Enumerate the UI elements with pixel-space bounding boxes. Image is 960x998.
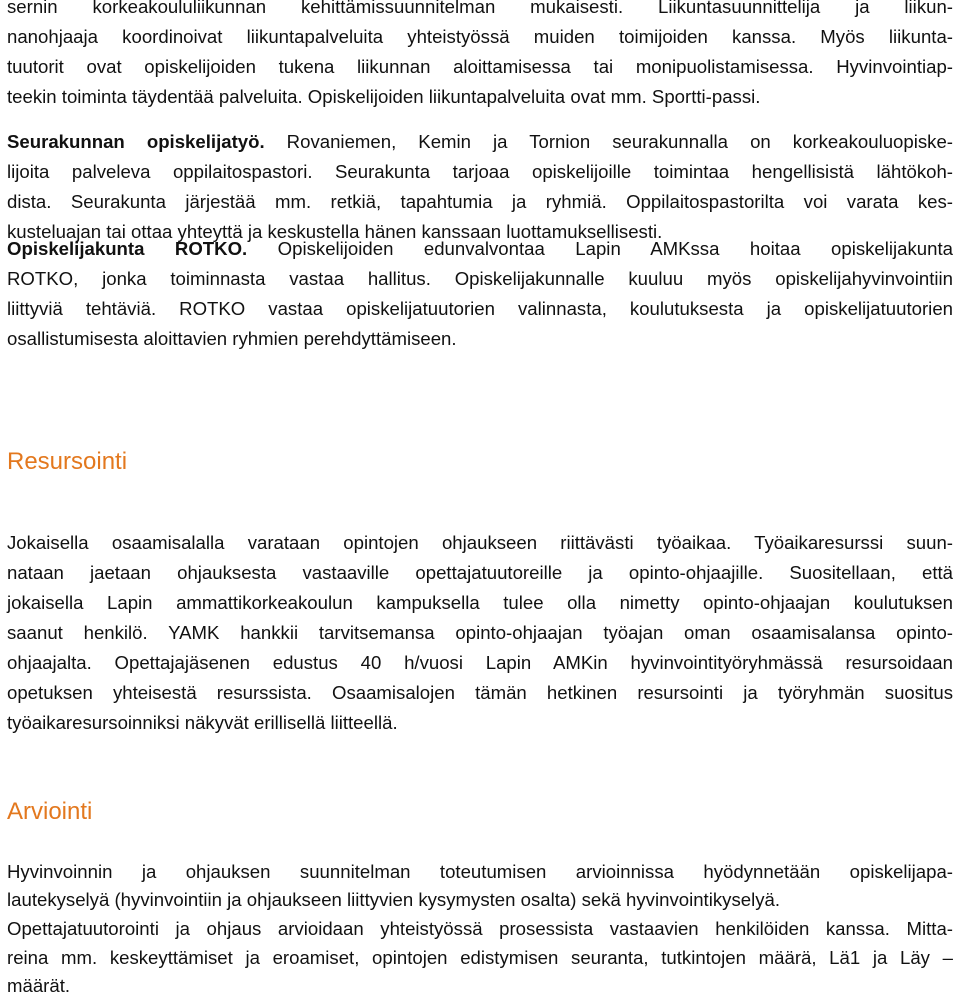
paragraph-line: Opettajatuutorointi ja ohjaus arvioidaan yhteistyössä prosessista vastaavien henkilöiden kanssa. Mitta- xyxy=(7,918,953,939)
paragraph-line: sernin korkeakoululiikunnan kehittämissuunnitelman mukaisesti. Liikuntasuunnittelija ja liikun- xyxy=(7,0,953,17)
paragraph-text: Rovaniemen, Kemin ja Tornion seurakunnalla on korkeakouluopiske- xyxy=(264,131,953,152)
section-heading-resursointi: Resursointi xyxy=(7,448,128,475)
paragraph-line: saanut henkilö. YAMK hankkii tarvitsemansa opinto-ohjaajan työajan oman osaamisalansa opinto- xyxy=(7,622,953,643)
paragraph-line: määrät. xyxy=(7,975,71,996)
paragraph-line: dista. Seurakunta järjestää mm. retkiä, tapahtumia ja ryhmiä. Oppilaitospastorilta voi varata kes- xyxy=(7,191,953,212)
paragraph-first-line xyxy=(7,237,953,261)
paragraph-line: teekin toiminta täydentää palveluita. Opiskelijoiden liikuntapalveluita ovat mm. Sportti-passi. xyxy=(7,86,761,107)
paragraph-lead: Opiskelijakunta ROTKO. xyxy=(7,238,248,259)
paragraph-line: kusteluajan tai ottaa yhteyttä ja keskustella hänen kanssaan luottamuksellisesti. xyxy=(7,221,663,242)
paragraph-line: nanohjaaja koordinoivat liikuntapalveluita yhteistyössä muiden toimijoiden kanssa. Myös liikunta- xyxy=(7,26,953,47)
paragraph-line: osallistumisesta aloittavien ryhmien perehdyttämiseen. xyxy=(7,328,457,349)
paragraph-line: työaikaresursoinniksi näkyvät erillisellä liitteellä. xyxy=(7,712,398,733)
paragraph-line: nataan jaetaan ohjauksesta vastaaville opettajatuutoreille ja opinto-ohjaajille. Suositellaan, että xyxy=(7,562,953,583)
section-heading-arviointi: Arviointi xyxy=(7,798,93,825)
paragraph-first-line xyxy=(7,130,953,154)
paragraph-lead: Seurakunnan opiskelijatyö. xyxy=(7,131,265,152)
paragraph-line: lautekyselyä (hyvinvointiin ja ohjaukseen liittyvien kysymysten osalta) sekä hyvinvointikyselyä. xyxy=(7,889,781,910)
paragraph-line: jokaisella Lapin ammattikorkeakoulun kampuksella tulee olla nimetty opinto-ohjaajan koulutuksen xyxy=(7,592,953,613)
paragraph-line: liittyviä tehtäviä. ROTKO vastaa opiskelijatuutorien valinnasta, koulutuksesta ja opiskelijatuutorien xyxy=(7,298,953,319)
paragraph-line: reina mm. keskeyttämiset ja eroamiset, opintojen edistymisen seuranta, tutkintojen määrä, Lä1 ja Läy – xyxy=(7,947,953,968)
paragraph-line: lijoita palveleva oppilaitospastori. Seurakunta tarjoaa opiskelijoille toimintaa hengellisistä lähtökoh- xyxy=(7,161,953,182)
paragraph-line: Jokaisella osaamisalalla varataan opintojen ohjaukseen riittävästi työaikaa. Työaikaresurssi suun- xyxy=(7,532,953,553)
paragraph-line: ROTKO, jonka toiminnasta vastaa hallitus. Opiskelijakunnalle kuuluu myös opiskelijahyvinvointiin xyxy=(7,268,953,289)
paragraph-line: ohjaajalta. Opettajajäsenen edustus 40 h/vuosi Lapin AMKin hyvinvointityöryhmässä resursoidaan xyxy=(7,652,953,673)
paragraph-text: Opiskelijoiden edunvalvontaa Lapin AMKssa hoitaa opiskelijakunta xyxy=(247,238,953,259)
paragraph-line: opetuksen yhteisestä resurssista. Osaamisalojen tämän hetkinen resursointi ja työryhmän suositus xyxy=(7,682,953,703)
paragraph-line: tuutorit ovat opiskelijoiden tukena liikunnan aloittamisessa tai monipuolistamisessa. Hyvinvointiap- xyxy=(7,56,953,77)
paragraph-line: Hyvinvoinnin ja ohjauksen suunnitelman toteutumisen arvioinnissa hyödynnetään opiskelijapa- xyxy=(7,861,953,882)
